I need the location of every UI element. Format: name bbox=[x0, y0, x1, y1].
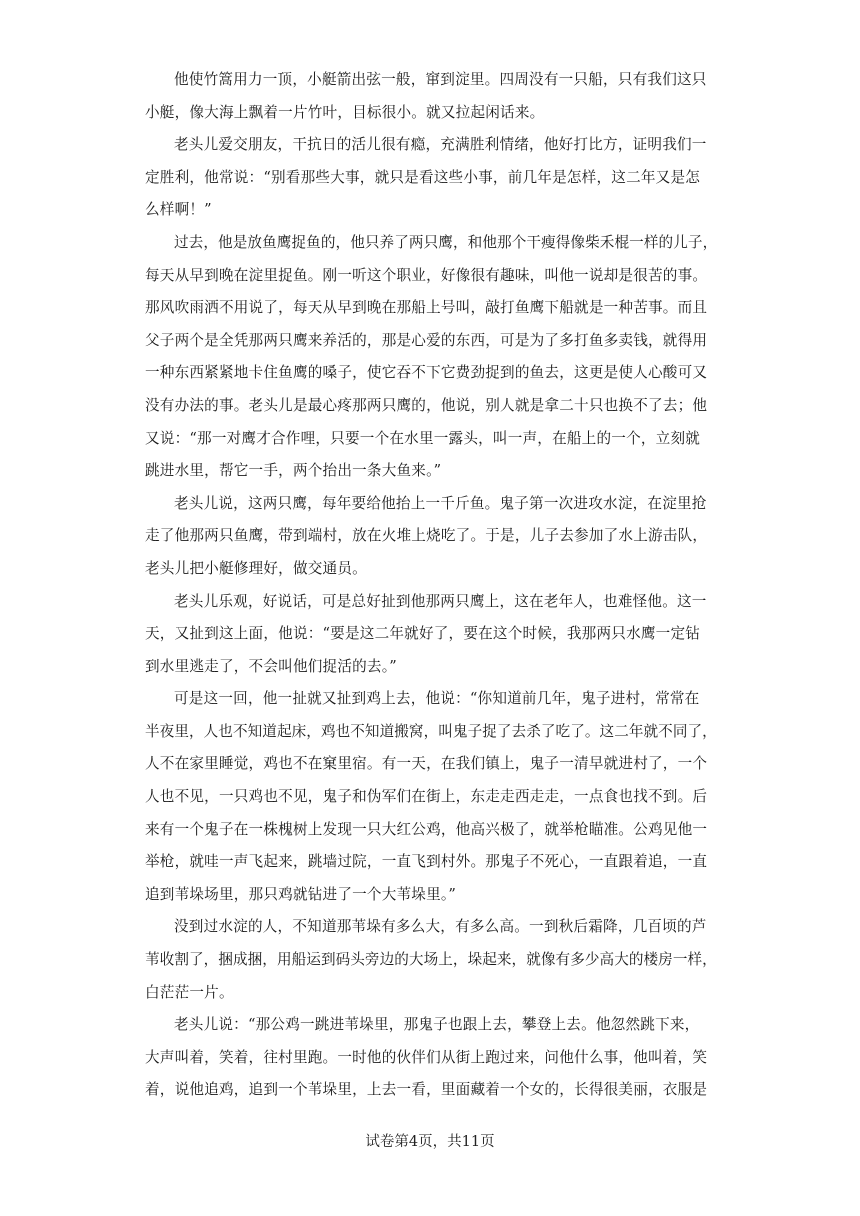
text-line: 一种东西紧紧地卡住鱼鹰的嗓子，使它吞不下它费劲捉到的鱼去，这更是使人心酸可又 bbox=[145, 364, 708, 382]
text-line: 天，又扯到这上面，他说：“要是这二年就好了，要在这个时候，我那两只水鹰一定钻 bbox=[145, 625, 701, 643]
text-line: 又说：“那一对鹰才合作哩，只要一个在水里一露头，叫一声，在船上的一个，立刻就 bbox=[145, 429, 701, 447]
text-line: 定胜利，他常说：“别看那些大事，就只是看这些小事，前几年是怎样，这二年又是怎 bbox=[145, 168, 701, 186]
text-line: 每天从早到晚在淀里捉鱼。刚一听这个职业，好像很有趣味，叫他一说却是很苦的事。 bbox=[145, 266, 708, 284]
text-line: 老头儿爱交朋友，干抗日的活儿很有瘾，充满胜利情绪，他好打比方，证明我们一 bbox=[174, 136, 707, 154]
text-line: 着，说他追鸡，追到一个苇垛里，上去一看，里面藏着一个女的，长得很美丽，衣服是 bbox=[145, 1081, 708, 1099]
text-line: 人不在家里睡觉，鸡也不在窠里宿。有一天，在我们镇上，鬼子一清早就进村了，一个 bbox=[145, 755, 708, 773]
text-line: 老头儿把小艇修理好，做交通员。 bbox=[145, 559, 367, 577]
body-text bbox=[145, 64, 717, 1107]
text-line: 没有办法的事。老头儿是最心疼那两只鹰的，他说，别人就是拿二十只也换不了去；他 bbox=[145, 396, 708, 414]
text-line: 那风吹雨洒不用说了，每天从早到晚在那船上号叫，敲打鱼鹰下船就是一种苦事。而且 bbox=[145, 299, 708, 317]
text-line: 老头儿说，这两只鹰，每年要给他抬上一千斤鱼。鬼子第一次进攻水淀，在淀里抢 bbox=[174, 494, 707, 512]
text-line: 人也不见，一只鸡也不见，鬼子和伪军们在街上，东走走西走走，一点食也找不到。后 bbox=[145, 788, 708, 806]
text-line: 举枪，就哇一声飞起来，跳墙过院，一直飞到村外。那鬼子不死心，一直跟着追，一直 bbox=[145, 853, 708, 871]
text-line: 他使竹篙用力一顶，小艇箭出弦一般，窜到淀里。四周没有一只船，只有我们这只 bbox=[174, 71, 707, 88]
text-line: 跳进水里，帮它一手，两个抬出一条大鱼来。” bbox=[145, 462, 442, 480]
text-line: 追到苇垛场里，那只鸡就钻进了一个大苇垛里。” bbox=[145, 885, 457, 903]
text-line: 老头儿说：“那公鸡一跳进苇垛里，那鬼子也跟上去，攀登上去。他忽然跳下来， bbox=[174, 1016, 700, 1034]
text-line: 苇收割了，捆成捆，用船运到码头旁边的大场上，垛起来，就像有多少高大的楼房一样， bbox=[145, 951, 717, 969]
page-footer: 试卷第4页，共11页 bbox=[365, 1134, 495, 1150]
text-line: 半夜里，人也不知道起床，鸡也不知道搬窝，叫鬼子捉了去杀了吃了。这二年就不同了， bbox=[145, 722, 717, 740]
text-line: 没到过水淀的人，不知道那苇垛有多么大，有多么高。一到秋后霜降，几百顷的芦 bbox=[174, 918, 707, 936]
text-line: 过去，他是放鱼鹰捉鱼的，他只养了两只鹰，和他那个干瘦得像柴禾棍一样的儿子， bbox=[174, 233, 718, 251]
text-line: 走了他那两只鱼鹰，带到端村，放在火堆上烧吃了。于是，儿子去参加了水上游击队， bbox=[145, 527, 708, 545]
text-line: 父子两个是全凭那两只鹰来养活的，那是心爱的东西，可是为了多打鱼多卖钱，就得用 bbox=[145, 331, 708, 349]
text-line: 小艇，像大海上飘着一片竹叶，目标很小。就又拉起闲话来。 bbox=[145, 103, 545, 121]
text-line: 来有一个鬼子在一株槐树上发现一只大红公鸡，他高兴极了，就举枪瞄准。公鸡见他一 bbox=[145, 820, 708, 838]
text-line: 白茫茫一片。 bbox=[145, 983, 234, 1001]
text-line: 到水里逃走了，不会叫他们捉活的去。” bbox=[145, 657, 397, 675]
text-line: 大声叫着，笑着，往村里跑。一时他的伙伴们从街上跑过来，问他什么事，他叫着，笑 bbox=[145, 1048, 708, 1066]
text-line: 么样啊！” bbox=[145, 201, 212, 219]
text-line: 老头儿乐观，好说话，可是总好扯到他那两只鹰上，这在老年人，也难怪他。这一 bbox=[174, 592, 707, 610]
text-line: 可是这一回，他一扯就又扯到鸡上去，他说：“你知道前几年，鬼子进村，常常在 bbox=[174, 690, 700, 708]
